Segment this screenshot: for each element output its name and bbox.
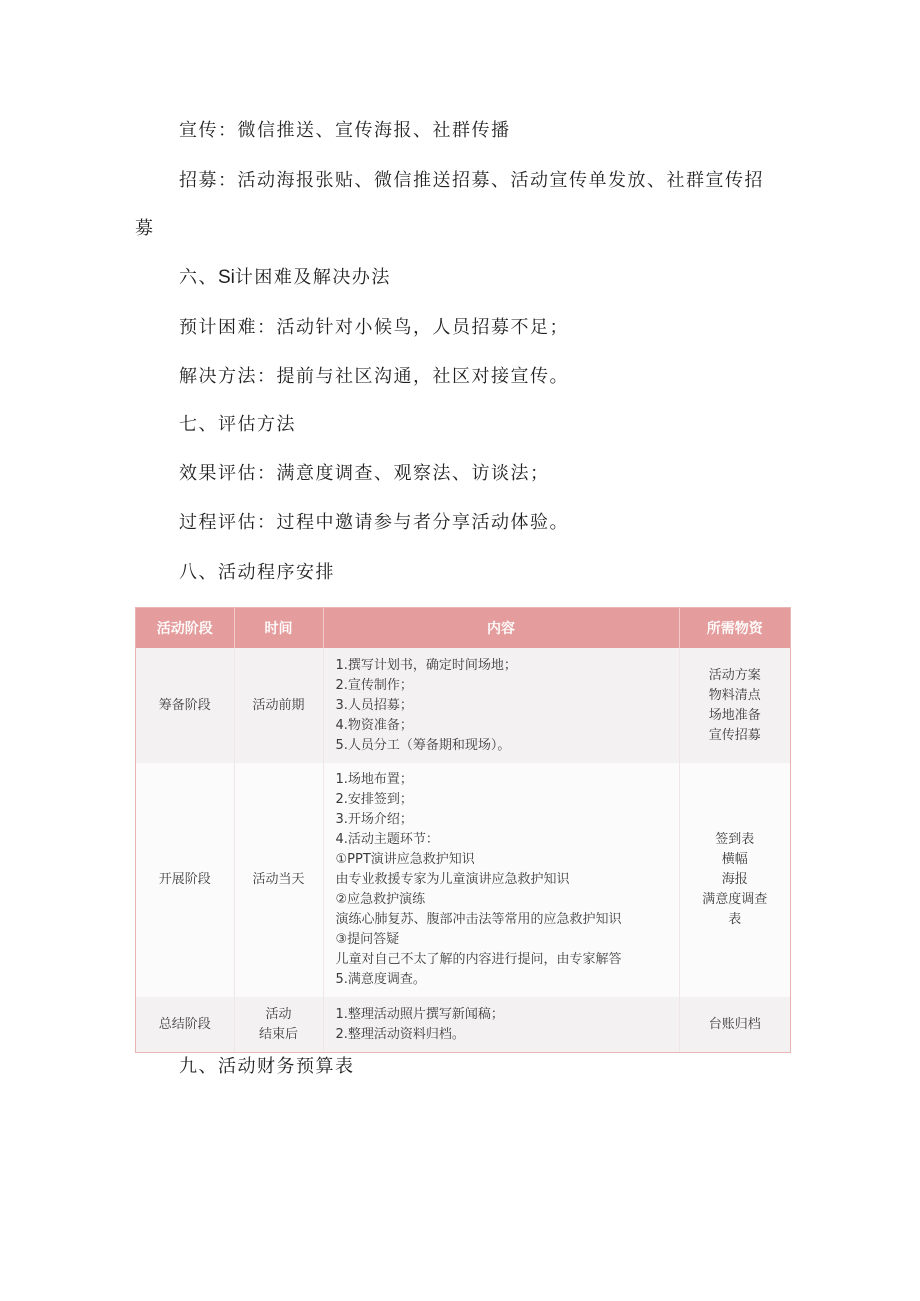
section-heading-6-prefix: 六、 <box>179 267 218 288</box>
content-item: 1.撰写计划书，确定时间场地； <box>335 657 517 673</box>
para-publicity: 宣传：微信推送、宣传海报、社群传播 <box>179 120 511 141</box>
material-item: 签到表 <box>715 832 755 847</box>
cell-content <box>323 997 679 1052</box>
cell-materials <box>679 648 790 763</box>
content-item: 3.人员招募； <box>335 697 413 713</box>
material-item: 满意度调查 <box>702 892 768 907</box>
cell-materials <box>679 997 790 1052</box>
para-recruit-continued: 募 <box>135 218 155 239</box>
cell-time: 活动前期 <box>234 648 323 763</box>
cell-time <box>234 997 323 1052</box>
cell-content <box>323 763 679 997</box>
material-item: 海报 <box>721 872 748 887</box>
header-materials: 所需物资 <box>679 608 790 648</box>
header-time: 时间 <box>234 608 323 648</box>
header-content: 内容 <box>323 608 679 648</box>
activity-schedule-table <box>135 607 791 1053</box>
material-item: 物料清点 <box>708 687 761 703</box>
material-item: 表 <box>728 912 742 927</box>
section-heading-7: 七、评估方法 <box>179 414 296 435</box>
content-item: 2.整理活动资料归档。 <box>335 1026 465 1042</box>
content-item: ③提问答疑 <box>335 932 400 947</box>
cell-materials <box>679 763 790 997</box>
table-header-row <box>136 608 790 648</box>
cell-stage: 总结阶段 <box>136 997 234 1052</box>
para-recruit: 招募：活动海报张贴、微信推送招募、活动宣传单发放、社群宣传招 <box>179 170 764 191</box>
content-item: 2.宣传制作； <box>335 677 413 693</box>
cell-time: 活动当天 <box>234 763 323 997</box>
table-row <box>136 763 790 997</box>
para-solution: 解决方法：提前与社区沟通，社区对接宣传。 <box>179 366 569 387</box>
schedule-table <box>136 608 790 1052</box>
content-item: 4.活动主题环节： <box>335 832 439 847</box>
content-item: ①PPT演讲应急救护知识 <box>335 852 475 867</box>
material-item: 宣传招募 <box>708 727 761 743</box>
cell-stage: 开展阶段 <box>136 763 234 997</box>
content-item: 2.安排签到； <box>335 792 413 807</box>
section-heading-9: 九、活动财务预算表 <box>179 1056 355 1077</box>
content-item: ②应急救护演练 <box>335 892 426 907</box>
time-line: 活动 <box>265 1006 292 1022</box>
content-item: 儿童对自己不太了解的内容进行提问，由专家解答 <box>335 952 622 967</box>
content-item: 5.人员分工（筹备期和现场）。 <box>335 737 511 753</box>
content-item: 4.物资准备； <box>335 717 413 733</box>
material-item: 台账归档 <box>708 1016 761 1032</box>
section-heading-6-rest: 计困难及解决办法 <box>234 267 391 288</box>
header-stage: 活动阶段 <box>136 608 234 648</box>
content-item: 由专业救援专家为儿童演讲应急救护知识 <box>335 872 570 887</box>
para-difficulty: 预计困难：活动针对小候鸟，人员招募不足； <box>179 317 569 338</box>
section-heading-6-si: Si <box>218 267 235 288</box>
material-item: 场地准备 <box>708 707 761 723</box>
table-row <box>136 648 790 763</box>
content-item: 1.整理活动照片撰写新闻稿； <box>335 1006 504 1022</box>
material-item: 横幅 <box>721 852 748 867</box>
content-item: 1.场地布置； <box>335 772 413 787</box>
section-heading-8: 八、活动程序安排 <box>179 562 335 583</box>
content-item: 5.满意度调查。 <box>335 972 426 987</box>
content-item: 3.开场介绍； <box>335 812 413 827</box>
section-heading-6 <box>179 266 391 290</box>
material-item: 活动方案 <box>708 667 761 683</box>
para-effect-eval: 效果评估：满意度调查、观察法、访谈法； <box>179 463 550 484</box>
cell-content <box>323 648 679 763</box>
cell-stage: 筹备阶段 <box>136 648 234 763</box>
content-item: 演练心肺复苏、腹部冲击法等常用的应急救护知识 <box>335 912 622 927</box>
para-process-eval: 过程评估：过程中邀请参与者分享活动体验。 <box>179 512 569 533</box>
time-line: 结束后 <box>258 1026 298 1042</box>
table-row <box>136 997 790 1052</box>
